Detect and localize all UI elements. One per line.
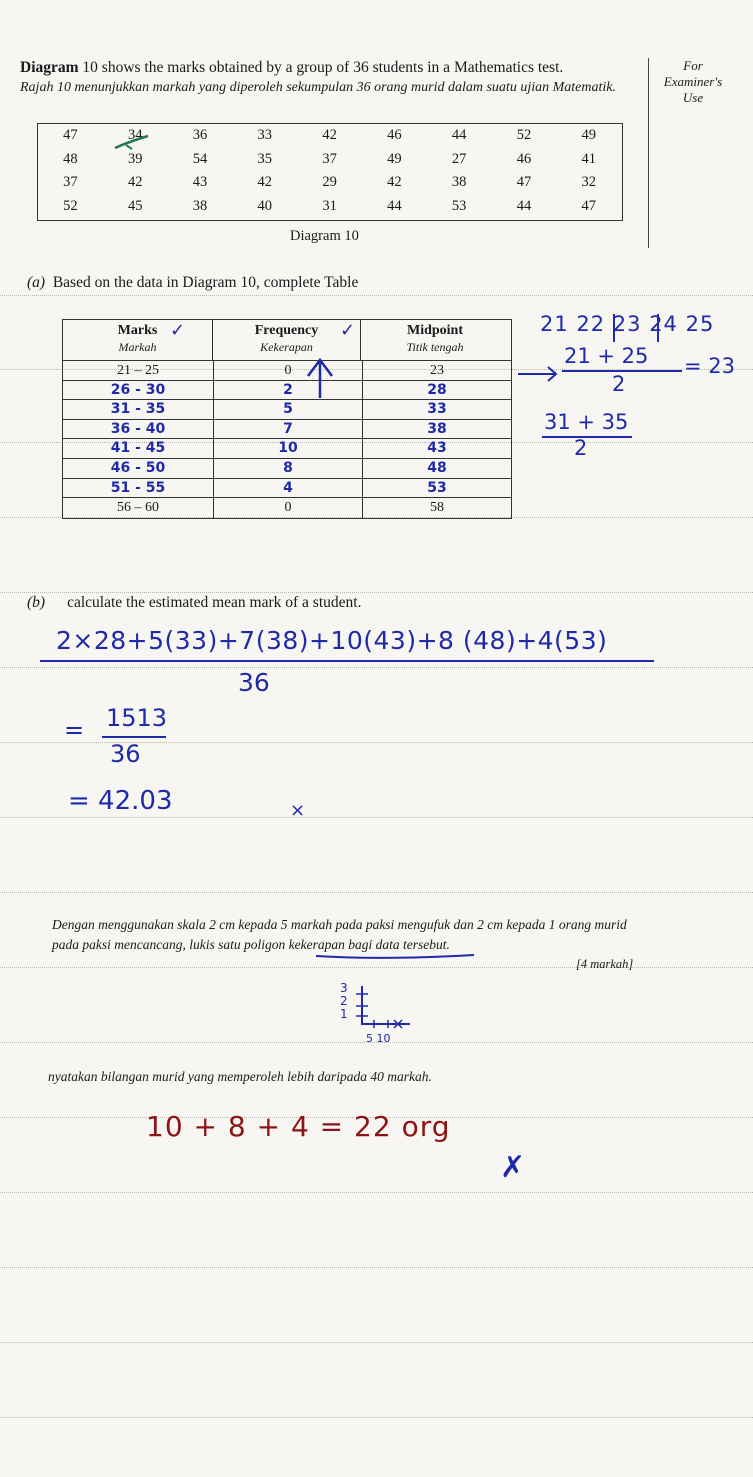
data-cell: 47 [516, 174, 532, 191]
frequency-table [62, 319, 512, 519]
midpoint-sequence: 21 22 23 24 25 [540, 312, 715, 336]
data-cell: 46 [387, 127, 402, 144]
marks-cell: 21 – 25 [63, 361, 214, 380]
data-cell: 54 [192, 150, 208, 167]
table-row [63, 479, 511, 499]
sketch-y-labels: 3 2 1 [340, 981, 348, 1021]
header-frequency-ms: Kekerapan [260, 340, 313, 354]
polygon-instruction: Dengan menggunakan skala 2 cm kepada 5 markah pada paksi mengufuk dan 2 cm kepada 1 orang murid pada paksi mencancang, lukis satu poligon kekerapan bagi data tersebut. [52, 917, 627, 952]
diagram-caption: Diagram 10 [290, 228, 359, 244]
data-row [38, 195, 622, 219]
data-cell: 44 [516, 198, 532, 215]
data-cell: 38 [451, 174, 467, 191]
examiner-line-2: Examiner's [663, 74, 723, 89]
data-cell: 43 [192, 174, 208, 191]
header-marks-ms: Markah [118, 340, 157, 354]
data-cell: 39 [127, 150, 143, 167]
header-midpoint-ms: Titik tengah [406, 340, 464, 354]
frequency-cell-handwritten: 7 [214, 420, 363, 439]
fraction-2-denominator: 2 [574, 436, 588, 460]
part-a-label: (a) [27, 274, 46, 291]
midpoint-cell-handwritten: 43 [427, 440, 447, 457]
data-cell: 45 [127, 198, 143, 215]
mean-numerator: 2×28+5(33)+7(38)+10(43)+8 (48)+4(53) [56, 626, 608, 655]
data-cell: 47 [581, 198, 597, 215]
arrow-up-icon [302, 356, 338, 400]
header-frequency-en: Frequency [254, 323, 319, 338]
cross-mark-icon: ✗ [500, 1150, 526, 1185]
data-cell: 44 [387, 198, 402, 215]
data-cell: 27 [451, 150, 467, 167]
data-cell: 40 [257, 198, 273, 215]
data-cell: 42 [127, 174, 143, 191]
table-row [63, 420, 511, 440]
data-cell: 36 [192, 127, 208, 144]
marks-allocation: [4 markah] [576, 957, 634, 971]
part-a-question [27, 274, 358, 292]
data-cell: 35 [257, 150, 273, 167]
table-row [63, 361, 511, 381]
data-cell: 46 [516, 150, 532, 167]
intro-rest: 10 shows the marks obtained by a group of 36 students in a Mathematics test. [78, 59, 564, 76]
data-cell: 44 [451, 127, 467, 144]
data-cell: 38 [192, 198, 208, 215]
fraction-2-numerator: 31 + 35 [544, 410, 629, 434]
sketch-x-labels: 5 10 [366, 1032, 391, 1045]
header-frequency [213, 320, 361, 360]
table-row [63, 459, 511, 479]
question-intro [20, 58, 645, 77]
equals-sign: = [64, 716, 85, 744]
data-cell: 41 [581, 150, 597, 167]
part-b-text: calculate the estimated mean mark of a student. [67, 594, 362, 611]
data-cell: 52 [516, 127, 532, 144]
underline-icon [314, 952, 478, 960]
frequency-cell-handwritten: 4 [214, 479, 363, 498]
data-cell: 32 [581, 174, 597, 191]
intro-bold: Diagram [20, 59, 79, 76]
frequency-cell-handwritten: 5 [214, 400, 363, 419]
frequency-cell-handwritten: 2 [214, 381, 363, 400]
examiner-line-1: For [683, 58, 703, 73]
data-cell: 52 [63, 198, 78, 215]
check-mark-icon: ✓ [340, 320, 356, 341]
data-row [38, 171, 622, 195]
data-cell: 49 [581, 127, 597, 144]
part-a-text: Based on the data in Diagram 10, complete Table [52, 274, 359, 291]
data-cell: 33 [257, 127, 273, 144]
part-d-question: nyatakan bilangan murid yang memperoleh lebih daripada 40 markah. [48, 1069, 432, 1084]
midpoint-cell-handwritten: 53 [427, 479, 447, 496]
arrow-right-icon [516, 362, 560, 382]
bracket-icon [610, 312, 662, 344]
question-intro-malay: Rajah 10 menunjukkan markah yang diperoleh sekumpulan 36 orang murid dalam suatu ujian Matematik. [20, 80, 616, 95]
data-cell: 47 [63, 127, 78, 144]
fraction-1-result: = 23 [684, 354, 735, 378]
examiner-line-3: Use [682, 90, 704, 105]
data-cell: 53 [451, 198, 467, 215]
table-row [63, 381, 511, 401]
strike-mark-icon [112, 130, 152, 154]
data-cell: 29 [322, 174, 337, 191]
data-cell: 31 [322, 198, 337, 215]
data-cell: 48 [63, 150, 78, 167]
fraction-1-numerator: 21 + 25 [564, 344, 649, 368]
fraction-bar [40, 660, 654, 662]
step-numerator: 1513 [106, 704, 168, 732]
part-b-question [27, 594, 361, 612]
data-cell: 42 [387, 174, 402, 191]
part-b-label: (b) [27, 594, 46, 611]
marks-cell-handwritten: 51 - 55 [63, 479, 214, 498]
sketch-axes-icon [350, 984, 420, 1034]
midpoint-cell-handwritten: 48 [427, 459, 447, 476]
data-cell: 42 [257, 174, 273, 191]
marks-cell-handwritten: 31 - 35 [63, 400, 214, 419]
data-cell: 42 [322, 127, 337, 144]
midpoint-cell-handwritten: 28 [427, 381, 447, 398]
check-mark-icon: ✓ [170, 320, 186, 341]
midpoint-cell: 23 [430, 363, 444, 378]
step-denominator: 36 [110, 740, 141, 768]
marks-cell-handwritten: 36 - 40 [63, 420, 214, 439]
marks-cell: 56 – 60 [63, 498, 214, 518]
table-row [63, 400, 511, 420]
data-cell-crossed: 34 [127, 127, 143, 144]
marks-cell-handwritten: 41 - 45 [63, 439, 214, 458]
table-row [63, 439, 511, 459]
midpoint-cell-handwritten: 38 [427, 420, 447, 437]
header-marks [63, 320, 213, 360]
examiner-use-box [654, 58, 732, 106]
mean-denominator: 36 [238, 668, 270, 697]
cross-mark-icon: × [290, 800, 306, 821]
header-midpoint [361, 320, 509, 360]
mean-result: = 42.03 [68, 786, 173, 816]
frequency-cell-handwritten: 10 [214, 439, 363, 458]
header-marks-en: Marks [117, 323, 158, 338]
data-cell: 37 [322, 150, 337, 167]
marks-cell-handwritten: 46 - 50 [63, 459, 214, 478]
frequency-cell: 0 [214, 498, 363, 518]
frequency-cell: 0 [214, 361, 363, 380]
data-cell: 49 [387, 150, 402, 167]
frequency-cell-handwritten: 8 [214, 459, 363, 478]
midpoint-cell: 58 [430, 500, 444, 516]
header-midpoint-en: Midpoint [406, 323, 463, 338]
fraction-1-denominator: 2 [612, 372, 626, 396]
midpoint-cell-handwritten: 33 [427, 401, 447, 418]
part-d-answer: 10 + 8 + 4 = 22 org [146, 1110, 451, 1143]
examiner-margin-rule [648, 58, 649, 248]
marks-cell-handwritten: 26 - 30 [63, 381, 214, 400]
table-row [63, 498, 511, 518]
data-cell: 37 [63, 174, 78, 191]
frequency-table-header [63, 320, 511, 361]
fraction-bar [102, 736, 166, 738]
